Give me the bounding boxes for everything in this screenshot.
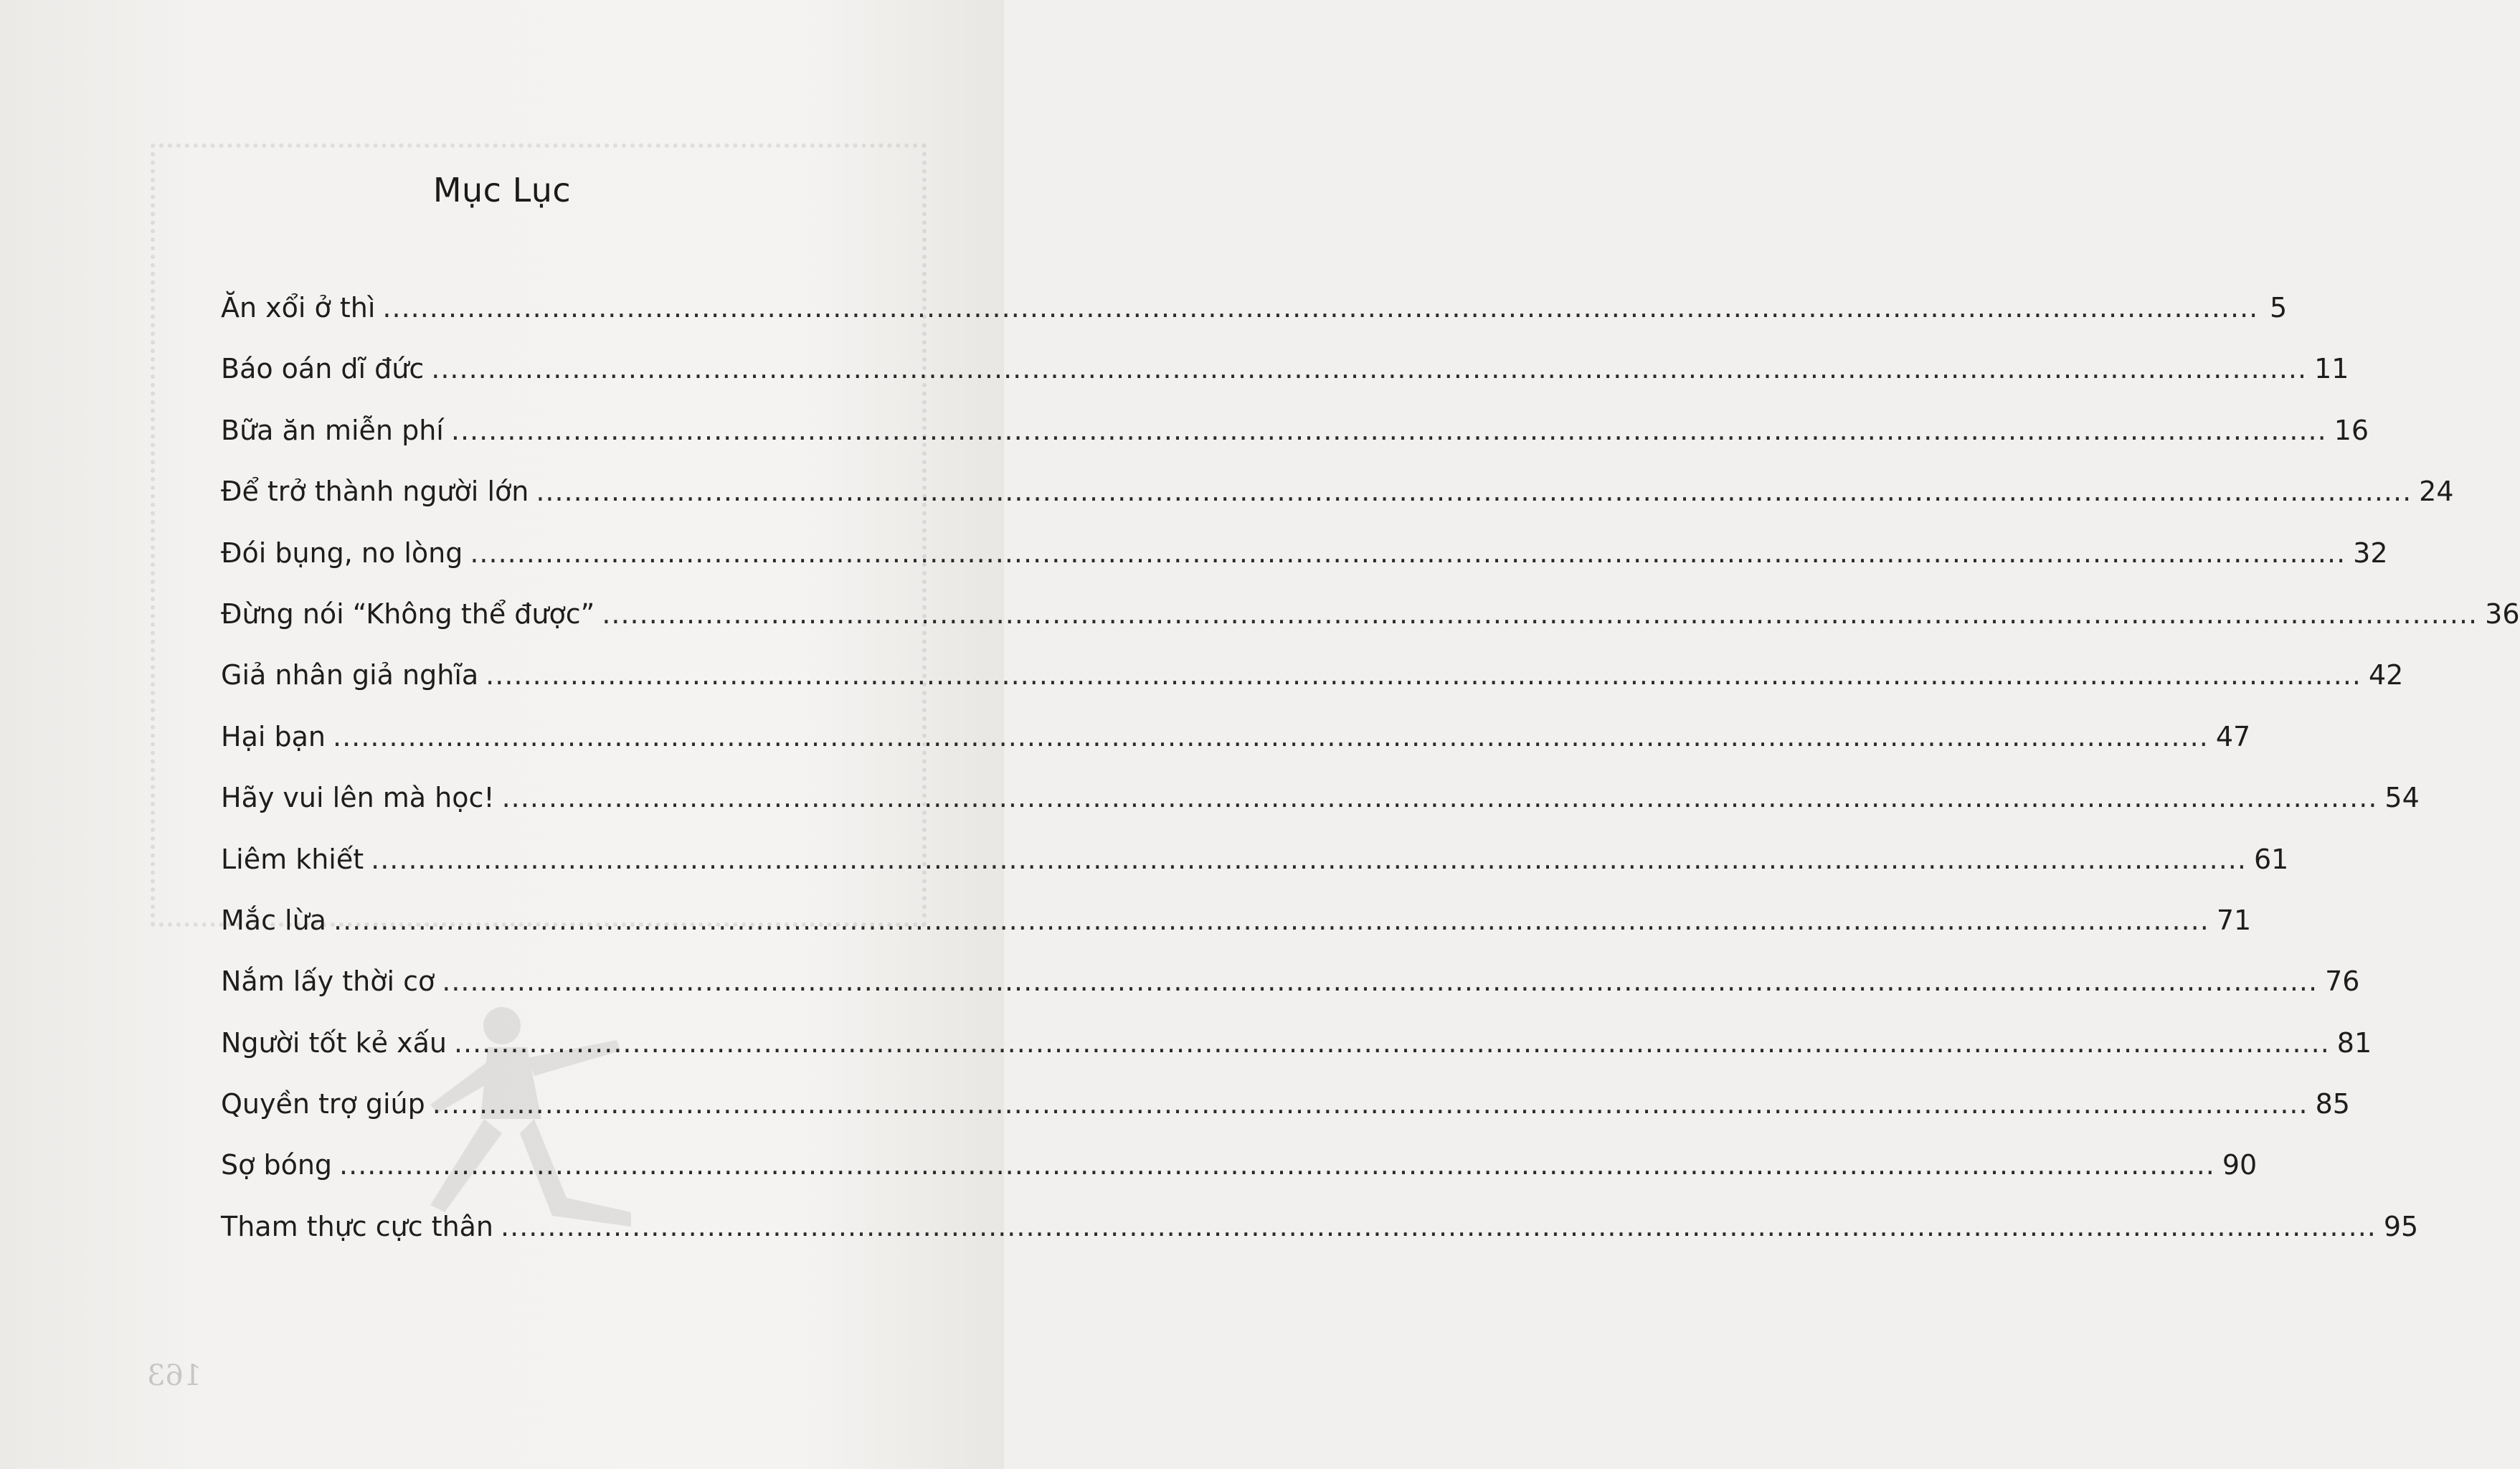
toc-entry-title: Liêm khiết bbox=[221, 843, 364, 875]
toc-entry-page-number: 11 bbox=[2314, 353, 2349, 385]
toc-entry-page-number: 81 bbox=[2336, 1026, 2372, 1059]
dot-leader: ........................................................................................................................................................................................................ bbox=[453, 1026, 2330, 1059]
toc-entry-title: Hại bạn bbox=[221, 720, 326, 752]
toc-entry-page-number: 95 bbox=[2383, 1210, 2419, 1242]
dot-leader: ........................................................................................................................................................................................................ bbox=[485, 659, 2362, 691]
toc-entry[interactable] bbox=[221, 1210, 2419, 1274]
toc-entry[interactable] bbox=[221, 414, 2369, 478]
dot-leader: ........................................................................................................................................................................................................ bbox=[339, 1149, 2215, 1181]
toc-entry[interactable] bbox=[221, 353, 2349, 416]
toc-entry-page-number: 32 bbox=[2353, 537, 2388, 569]
toc-entry-page-number: 85 bbox=[2315, 1088, 2350, 1120]
toc-entry-title: Giả nhân giả nghĩa bbox=[221, 659, 479, 691]
toc-entry-title: Tham thực cực thân bbox=[221, 1210, 494, 1242]
toc-entry-page-number: 71 bbox=[2216, 904, 2252, 936]
dot-leader: ........................................................................................................................................................................................................ bbox=[442, 965, 2318, 998]
toc-entry-title: Ăn xổi ở thì bbox=[221, 292, 376, 323]
dot-leader: ........................................................................................................................................................................................................ bbox=[432, 1088, 2308, 1120]
toc-entry-page-number: 54 bbox=[2384, 782, 2420, 814]
toc-heading: Mục Lục bbox=[432, 171, 572, 209]
toc-entry[interactable] bbox=[221, 1088, 2350, 1151]
toc-entry-title: Nắm lấy thời cơ bbox=[221, 965, 435, 998]
toc-entry-title: Quyền trợ giúp bbox=[221, 1088, 425, 1120]
toc-entry-title: Hãy vui lên mà học! bbox=[221, 782, 495, 814]
dot-leader: ........................................................................................................................................................................................................ bbox=[602, 597, 2478, 630]
dot-leader: ........................................................................................................................................................................................................ bbox=[501, 1210, 2377, 1242]
toc-entry[interactable] bbox=[221, 537, 2388, 600]
toc-entry-title: Đói bụng, no lòng bbox=[221, 537, 463, 569]
toc-entry-title: Người tốt kẻ xấu bbox=[221, 1026, 447, 1059]
bleed-through-page-number: 163 bbox=[147, 1359, 202, 1392]
dot-leader: ........................................................................................................................................................................................................ bbox=[501, 782, 2378, 814]
toc-entry[interactable] bbox=[221, 597, 2520, 661]
toc-entry-title: Bữa ăn miễn phí bbox=[221, 414, 444, 446]
toc-entry[interactable] bbox=[221, 720, 2251, 784]
toc-entry-page-number: 5 bbox=[2270, 292, 2288, 323]
dot-leader: ........................................................................................................................................................................................................ bbox=[536, 476, 2412, 508]
toc-entry[interactable] bbox=[221, 1149, 2258, 1212]
table-of-contents bbox=[221, 292, 2520, 1274]
toc-entry[interactable] bbox=[221, 843, 2289, 907]
toc-entry[interactable] bbox=[221, 659, 2404, 722]
toc-entry-page-number: 76 bbox=[2325, 965, 2360, 998]
toc-entry[interactable] bbox=[221, 292, 2288, 355]
dot-leader: ........................................................................................................................................................................................................ bbox=[333, 720, 2209, 752]
toc-entry-title: Đừng nói “Không thể được” bbox=[221, 597, 595, 630]
dot-leader: ........................................................................................................................................................................................................ bbox=[431, 353, 2308, 385]
toc-entry[interactable] bbox=[221, 904, 2252, 968]
toc-entry[interactable] bbox=[221, 476, 2454, 539]
dot-leader: ........................................................................................................................................................................................................ bbox=[371, 843, 2247, 875]
toc-entry-title: Mắc lừa bbox=[221, 904, 326, 936]
toc-entry[interactable] bbox=[221, 782, 2420, 845]
toc-entry-page-number: 16 bbox=[2334, 414, 2369, 446]
toc-entry[interactable] bbox=[221, 1026, 2372, 1090]
toc-entry-page-number: 42 bbox=[2369, 659, 2404, 691]
toc-entry-title: Báo oán dĩ đức bbox=[221, 353, 425, 385]
toc-entry-title: Để trở thành người lớn bbox=[221, 476, 529, 508]
toc-entry-title: Sợ bóng bbox=[221, 1149, 333, 1181]
dot-leader: ........................................................................................................................................................................................................ bbox=[450, 414, 2327, 446]
dot-leader: ........................................................................................................................................................................................................ bbox=[470, 537, 2346, 569]
toc-entry-page-number: 47 bbox=[2215, 720, 2251, 752]
dot-leader: ........................................................................................................................................................................................................ bbox=[382, 292, 2259, 323]
toc-entry-page-number: 36 bbox=[2485, 597, 2520, 630]
toc-entry[interactable] bbox=[221, 965, 2360, 1029]
toc-entry-page-number: 61 bbox=[2253, 843, 2289, 875]
dot-leader: ........................................................................................................................................................................................................ bbox=[333, 904, 2209, 936]
toc-entry-page-number: 24 bbox=[2419, 476, 2454, 508]
toc-entry-page-number: 90 bbox=[2222, 1149, 2258, 1181]
